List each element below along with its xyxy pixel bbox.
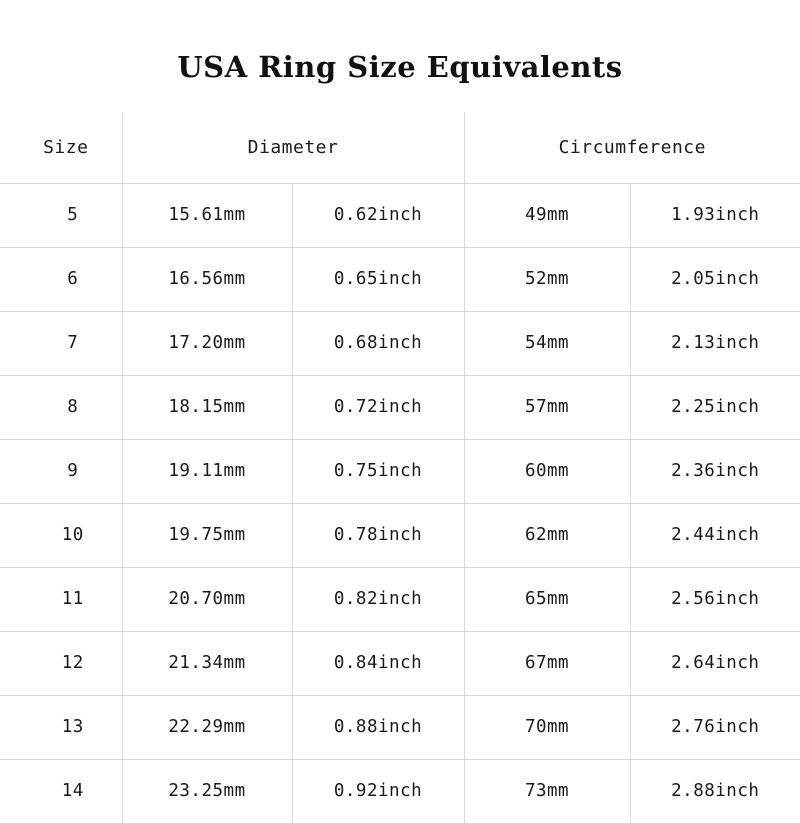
column-header-size: Size	[0, 113, 122, 184]
cell-size: 10	[0, 503, 122, 567]
page-title: USA Ring Size Equivalents	[177, 50, 623, 84]
cell-diameter-mm: 20.70mm	[122, 567, 292, 631]
cell-size: 5	[0, 183, 122, 247]
table-row	[0, 567, 800, 631]
cell-circumference-mm: 57mm	[464, 375, 630, 439]
table-row	[0, 503, 800, 567]
column-header-circumference: Circumference	[464, 113, 800, 184]
table-row	[0, 759, 800, 823]
table-row	[0, 439, 800, 503]
cell-circumference-inch: 2.36inch	[630, 439, 800, 503]
cell-diameter-mm: 23.25mm	[122, 759, 292, 823]
table-header	[0, 113, 800, 184]
cell-size: 9	[0, 439, 122, 503]
cell-diameter-mm: 15.61mm	[122, 183, 292, 247]
cell-circumference-mm: 52mm	[464, 247, 630, 311]
cell-diameter-inch: 0.68inch	[292, 311, 464, 375]
cell-diameter-mm: 19.75mm	[122, 503, 292, 567]
cell-circumference-mm: 49mm	[464, 183, 630, 247]
cell-size: 8	[0, 375, 122, 439]
cell-circumference-inch: 2.56inch	[630, 567, 800, 631]
cell-diameter-mm: 21.34mm	[122, 631, 292, 695]
table-row	[0, 375, 800, 439]
cell-diameter-mm: 19.11mm	[122, 439, 292, 503]
table-row	[0, 183, 800, 247]
cell-diameter-inch: 0.65inch	[292, 247, 464, 311]
cell-diameter-mm: 16.56mm	[122, 247, 292, 311]
cell-diameter-inch: 0.92inch	[292, 759, 464, 823]
cell-circumference-inch: 2.05inch	[630, 247, 800, 311]
cell-size: 14	[0, 759, 122, 823]
table-row	[0, 631, 800, 695]
cell-size: 6	[0, 247, 122, 311]
table-body	[0, 183, 800, 823]
cell-circumference-mm: 70mm	[464, 695, 630, 759]
table-row	[0, 695, 800, 759]
cell-circumference-inch: 2.13inch	[630, 311, 800, 375]
cell-diameter-inch: 0.72inch	[292, 375, 464, 439]
cell-size: 7	[0, 311, 122, 375]
cell-circumference-inch: 2.44inch	[630, 503, 800, 567]
cell-circumference-mm: 73mm	[464, 759, 630, 823]
table-header-row	[0, 113, 800, 184]
cell-circumference-inch: 1.93inch	[630, 183, 800, 247]
cell-circumference-mm: 65mm	[464, 567, 630, 631]
cell-circumference-mm: 60mm	[464, 439, 630, 503]
ring-size-table	[0, 113, 800, 824]
cell-circumference-inch: 2.25inch	[630, 375, 800, 439]
cell-circumference-inch: 2.64inch	[630, 631, 800, 695]
cell-diameter-inch: 0.82inch	[292, 567, 464, 631]
cell-diameter-mm: 17.20mm	[122, 311, 292, 375]
cell-circumference-inch: 2.88inch	[630, 759, 800, 823]
cell-circumference-inch: 2.76inch	[630, 695, 800, 759]
cell-size: 13	[0, 695, 122, 759]
cell-diameter-inch: 0.62inch	[292, 183, 464, 247]
cell-diameter-inch: 0.88inch	[292, 695, 464, 759]
cell-size: 12	[0, 631, 122, 695]
cell-circumference-mm: 67mm	[464, 631, 630, 695]
cell-size: 11	[0, 567, 122, 631]
table-row	[0, 311, 800, 375]
cell-diameter-inch: 0.78inch	[292, 503, 464, 567]
cell-diameter-mm: 18.15mm	[122, 375, 292, 439]
cell-circumference-mm: 54mm	[464, 311, 630, 375]
cell-diameter-mm: 22.29mm	[122, 695, 292, 759]
cell-diameter-inch: 0.75inch	[292, 439, 464, 503]
cell-circumference-mm: 62mm	[464, 503, 630, 567]
table-row	[0, 247, 800, 311]
column-header-diameter: Diameter	[122, 113, 464, 184]
cell-diameter-inch: 0.84inch	[292, 631, 464, 695]
